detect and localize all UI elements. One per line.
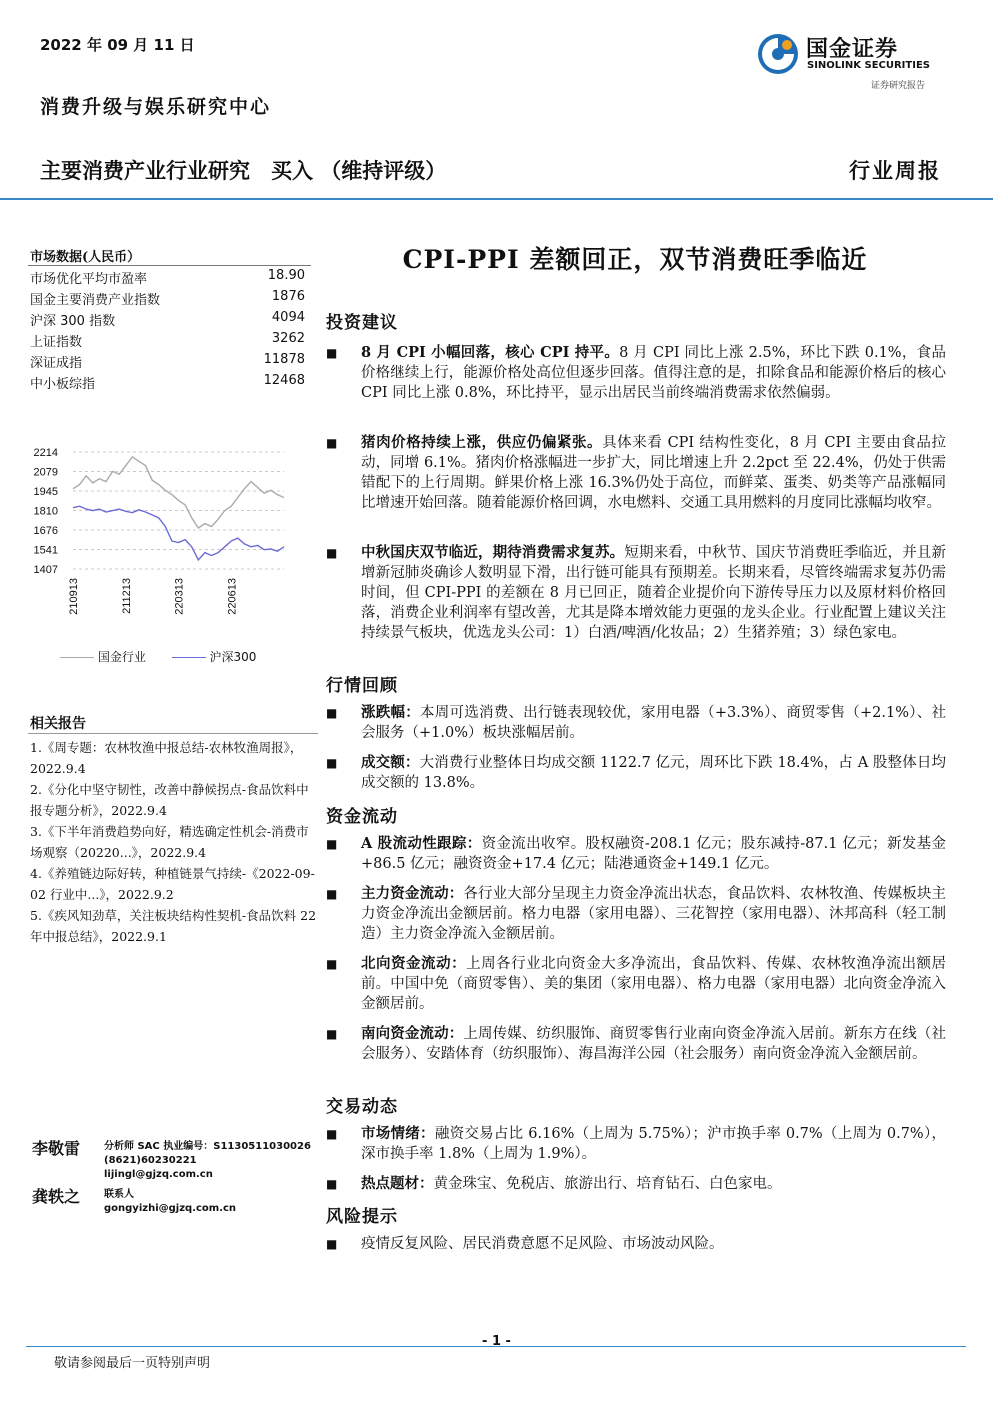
market-label: 深证成指 xyxy=(30,356,83,371)
report-type: 行业周报 xyxy=(849,158,941,183)
logo-subtitle: 证券研究报告 xyxy=(871,81,926,91)
related-report-item: 3.《下半年消费趋势向好，精选确定性机会-消费市场观察（20220...》，2022.9.4 xyxy=(30,824,309,860)
bullet-body: 上周传媒、纺织服饰、商贸零售行业南向资金净流入居前。新东方在线（社会服务）、安踏体育（纺织服饰）、海昌海洋公园（社会服务）南向资金净流入金额居前。 xyxy=(361,1026,947,1062)
bullet-square-icon: ■ xyxy=(326,546,338,560)
x-tick-label: 220613 xyxy=(226,578,239,615)
section-market-review: 行情回顾 xyxy=(326,676,398,696)
bullet-heading: 成交额： xyxy=(361,754,420,771)
market-value: 11878 xyxy=(263,352,305,367)
analyst-info xyxy=(104,1140,311,1182)
legend-swatch-hs300 xyxy=(172,657,206,658)
bullet-body: 资金流出收窄。股权融资-208.1 亿元；股东减持-87.1 亿元；新发基金+86.5 亿元；融资资金+17.4 亿元；陆港通资金+149.1 亿元。 xyxy=(361,836,946,872)
bullet-heading: 主力资金流动： xyxy=(361,885,464,902)
legend-swatch-industry xyxy=(60,657,94,658)
bullet-body: 8 月 CPI 同比上涨 2.5%，环比下跌 0.1%，食品价格继续上行，能源价格处高位但逐步回落。值得注意的是，扣除食品和能源价格后的核心 CPI 同比上涨 0.8%，环比持平，显示出居民当前终端消费需求依然偏弱。 xyxy=(361,345,946,401)
market-value: 1876 xyxy=(271,289,305,304)
section-trading: 交易动态 xyxy=(326,1097,398,1117)
bullet-body: 上周各行业北向资金大多净流出，食品饮料、传媒、农林牧渔净流出额居前。中国中免（商贸零售）、美的集团（家用电器）、格力电器（家用电器）北向资金净流入金额居前。 xyxy=(361,956,946,1012)
contact-info xyxy=(104,1188,236,1216)
index-line-chart xyxy=(28,440,318,640)
related-report-item: 4.《养殖链边际好转，种植链景气持续-《2022-09-02 行业中...》，2022.9.2 xyxy=(30,866,315,902)
bullet-item xyxy=(326,1174,946,1194)
bullet-heading: 涨跌幅： xyxy=(361,704,420,721)
analyst-phone: (8621)60230221 xyxy=(104,1155,197,1166)
market-data-divider xyxy=(28,265,311,266)
bullet-body: 大消费行业整体日均成交额 1122.7 亿元，周环比下跌 18.4%，占 A 股整体日均成交额的 13.8%。 xyxy=(361,755,946,791)
bullet-item xyxy=(326,703,946,743)
y-tick-label: 1676 xyxy=(33,525,58,537)
market-value: 12468 xyxy=(263,373,305,388)
contact-email: gongyizhi@gjzq.com.cn xyxy=(104,1203,237,1214)
bullet-square-icon: ■ xyxy=(326,1177,338,1191)
bullet-body: 具体来看 CPI 结构性变化，8 月 CPI 主要由食品拉动，同增 6.1%。猪肉价格涨幅进一步扩大，同比增速上升 2.2pct 至 22.4%，仍处于供需错配下的上行周期。鲜果价格上涨 16.3%仍处于高位，而鲜菜、蛋类、奶类等产品涨幅同比增速开始回落。随着能源价格回调，水电燃料、交通工具用燃料的月度同比涨幅均收窄。 xyxy=(361,435,946,511)
market-label: 上证指数 xyxy=(30,335,83,350)
analyst-license: 分析师 SAC 执业编号：S1130511030026 xyxy=(104,1141,311,1152)
logo-en-text: SINOLINK SECURITIES xyxy=(807,60,930,71)
related-report-item: 2.《分化中坚守韧性，改善中静候拐点-食品饮料中报专题分析》，2022.9.4 xyxy=(30,782,309,818)
bullet-item xyxy=(326,343,946,403)
industry-rating-title: 主要消费产业行业研究 买入 （维持评级） xyxy=(40,159,447,183)
bullet-body: 本周可选消费、出行链表现较优，家用电器（+3.3%）、商贸零售（+2.1%）、社会服务（+1.0%）板块涨幅居前。 xyxy=(361,705,946,741)
bullet-square-icon: ■ xyxy=(326,706,338,720)
bullet-body: 各行业大部分呈现主力资金净流出状态，食品饮料、农林牧渔、传媒板块主力资金净流出金额居前。格力电器（家用电器）、三花智控（家用电器）、沐邦高科（轻工制造）主力资金净流入金额居前。 xyxy=(361,886,947,942)
bullet-square-icon: ■ xyxy=(326,887,338,901)
sinolink-logo-icon xyxy=(756,32,800,76)
department-name: 消费升级与娱乐研究中心 xyxy=(40,96,272,118)
report-date: 2022 年 09 月 11 日 xyxy=(40,36,195,54)
header-divider xyxy=(0,198,993,200)
chart-legend xyxy=(60,648,310,666)
x-tick-label: 220313 xyxy=(173,578,186,615)
series-line-hs300 xyxy=(73,506,284,560)
bullet-heading: 市场情绪： xyxy=(361,1125,435,1142)
page-number: - 1 - xyxy=(482,1334,511,1349)
market-data-title: 市场数据(人民币） xyxy=(30,250,141,265)
series-line-industry xyxy=(73,457,284,528)
related-reports-divider xyxy=(28,733,318,734)
bullet-square-icon: ■ xyxy=(326,1237,338,1251)
footer-divider xyxy=(26,1346,966,1347)
contact-role: 联系人 xyxy=(104,1189,134,1200)
bullet-item xyxy=(326,1234,946,1254)
bullet-heading: A 股流动性跟踪： xyxy=(361,835,482,852)
y-tick-label: 1541 xyxy=(33,544,58,557)
market-row xyxy=(30,352,308,372)
y-tick-label: 1945 xyxy=(33,486,58,498)
contact-name: 龚轶之 xyxy=(32,1187,81,1206)
footer-disclaimer: 敬请参阅最后一页特别声明 xyxy=(54,1356,211,1371)
bullet-body: 黄金珠宝、免税店、旅游出行、培育钻石、白色家电。 xyxy=(433,1176,782,1192)
bullet-item xyxy=(326,954,946,1014)
section-invest: 投资建议 xyxy=(326,313,398,333)
x-tick-label: 211213 xyxy=(120,578,133,614)
bullet-body: 短期来看，中秋节、国庆节消费旺季临近，并且新增新冠肺炎确诊人数明显下滑，出行链可能具有预期差。长期来看，尽管终端需求复苏仍需时间，但 CPI-PPI 的差额在 8 月已回正，随着企业提价向下游传导压力以及原材料价格回落，消费企业利润率有望改善，尤其是降本增效能力更强的龙头企业。行业配置上建议关注持续景气板块，优选龙头公司：1）白酒/啤酒/化妆品；2）生猪养殖；3）绿色家电。 xyxy=(361,545,947,641)
bullet-square-icon: ■ xyxy=(326,957,338,971)
market-value: 4094 xyxy=(271,310,305,325)
bullet-square-icon: ■ xyxy=(326,436,338,450)
analyst-email: lijingl@gjzq.com.cn xyxy=(104,1169,213,1180)
logo-cn-text: 国金证券 xyxy=(806,37,899,62)
bullet-square-icon: ■ xyxy=(326,346,338,360)
x-tick-label: 210913 xyxy=(68,578,80,615)
sinolink-logo xyxy=(756,30,951,90)
analyst-name: 李敬雷 xyxy=(32,1139,81,1158)
bullet-heading: 北向资金流动： xyxy=(361,955,467,972)
market-row xyxy=(30,310,308,330)
bullet-item xyxy=(326,1024,946,1064)
bullet-square-icon: ■ xyxy=(326,837,338,851)
market-value: 3262 xyxy=(271,331,305,346)
bullet-item xyxy=(326,753,946,793)
bullet-heading: 热点题材： xyxy=(361,1175,434,1192)
y-tick-label: 1810 xyxy=(33,505,58,518)
report-main-title: CPI-PPI 差额回正，双节消费旺季临近 xyxy=(402,245,868,274)
market-label: 市场优化平均市盈率 xyxy=(30,272,148,287)
bullet-heading: 中秋国庆双节临近，期待消费需求复苏。 xyxy=(361,544,625,561)
related-report-item: 1.《周专题：农林牧渔中报总结-农林牧渔周报》，2022.9.4 xyxy=(30,740,303,776)
related-report-item: 5.《疾风知劲草，关注板块结构性契机-食品饮料 22 年中报总结》，2022.9.1 xyxy=(30,908,317,944)
market-row xyxy=(30,373,308,393)
bullet-heading: 8 月 CPI 小幅回落，核心 CPI 持平。 xyxy=(361,344,620,361)
bullet-item xyxy=(326,884,946,944)
bullet-item xyxy=(326,1124,946,1164)
bullet-square-icon: ■ xyxy=(326,1027,338,1041)
y-tick-label: 1407 xyxy=(33,564,58,576)
market-value: 18.90 xyxy=(267,268,305,283)
bullet-body: 融资交易占比 6.16%（上周为 5.75%）；沪市换手率 0.7%（上周为 0.7%），深市换手率 1.8%（上周为 1.9%）。 xyxy=(361,1126,946,1162)
market-row xyxy=(30,289,308,309)
section-fund-flow: 资金流动 xyxy=(326,807,398,827)
legend-label-hs300: 沪深300 xyxy=(209,650,257,664)
bullet-square-icon: ■ xyxy=(326,756,338,770)
y-tick-label: 2079 xyxy=(33,466,58,479)
market-label: 中小板综指 xyxy=(30,377,96,392)
market-label: 沪深 300 指数 xyxy=(30,314,116,329)
bullet-heading: 猪肉价格持续上涨，供应仍偏紧张。 xyxy=(361,434,603,451)
bullet-item xyxy=(326,543,946,643)
bullet-item xyxy=(326,433,946,513)
bullet-square-icon: ■ xyxy=(326,1127,338,1141)
market-row xyxy=(30,331,308,351)
y-tick-label: 2214 xyxy=(33,447,58,459)
market-row xyxy=(30,268,308,288)
bullet-heading: 南向资金流动： xyxy=(361,1025,464,1042)
bullet-body: 疫情反复风险、居民消费意愿不足风险、市场波动风险。 xyxy=(361,1236,724,1252)
section-risk: 风险提示 xyxy=(326,1207,398,1227)
related-reports-list xyxy=(30,737,320,947)
legend-label-industry: 国金行业 xyxy=(97,650,146,664)
related-reports-title: 相关报告 xyxy=(30,716,86,732)
bullet-item xyxy=(326,834,946,874)
market-label: 国金主要消费产业指数 xyxy=(30,293,161,308)
